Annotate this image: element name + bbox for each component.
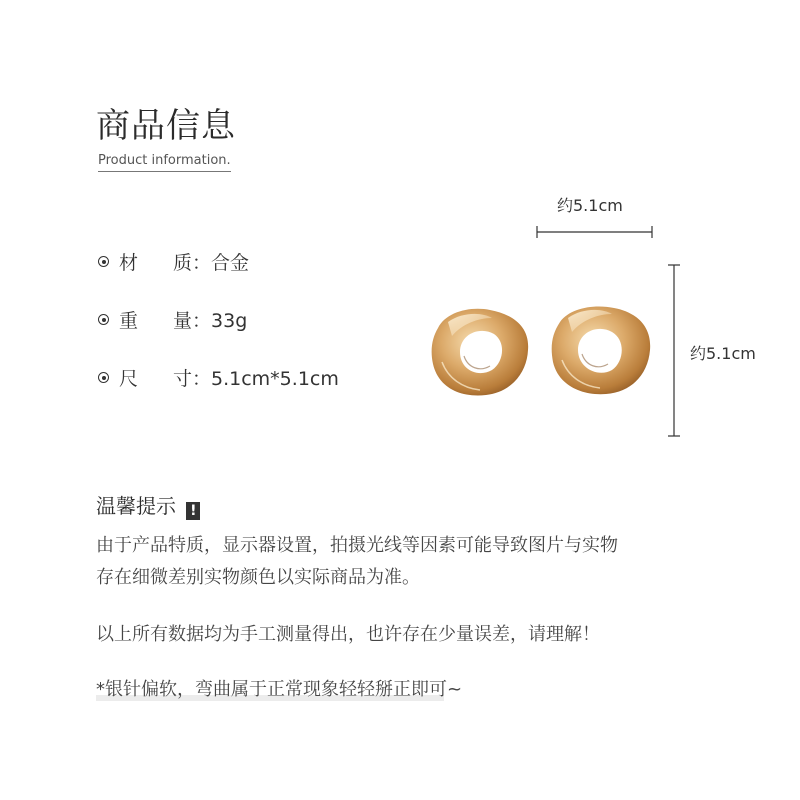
width-label: 约5.1cm <box>557 196 623 215</box>
tips-line-3: 以上所有数据均为手工测量得出，也许存在少量误差，请理解！ <box>96 624 600 645</box>
spec-value: 5.1cm*5.1cm <box>211 368 339 390</box>
page-subtitle: Product information. <box>98 153 231 172</box>
height-dimension-line <box>668 265 680 436</box>
warning-icon: ! <box>186 502 200 520</box>
spec-key-second: 量： <box>173 310 212 332</box>
tips-line-2: 存在细微差别实物颜色以实际商品为准。 <box>96 567 420 588</box>
spec-value: 33g <box>211 310 248 332</box>
tips-note: *银针偏软，弯曲属于正常现象轻轻掰正即可~ <box>96 679 463 700</box>
left-earring <box>432 309 529 396</box>
page-title: 商品信息 <box>96 106 236 146</box>
spec-value: 合金 <box>211 252 250 274</box>
tips-line-1: 由于产品特质，显示器设置，拍摄光线等因素可能导致图片与实物 <box>96 535 618 556</box>
width-dimension-line <box>537 226 652 238</box>
spec-key-second: 质： <box>173 252 212 274</box>
tips-title-text: 温馨提示 <box>96 494 176 518</box>
tips-title <box>96 490 200 520</box>
spec-key-second: 寸： <box>173 368 212 390</box>
height-label: 约5.1cm <box>690 344 756 363</box>
spec-key-first: 重 <box>119 310 139 332</box>
right-earring <box>552 307 650 395</box>
spec-key-first: 尺 <box>119 368 139 390</box>
spec-key-first: 材 <box>119 252 139 274</box>
